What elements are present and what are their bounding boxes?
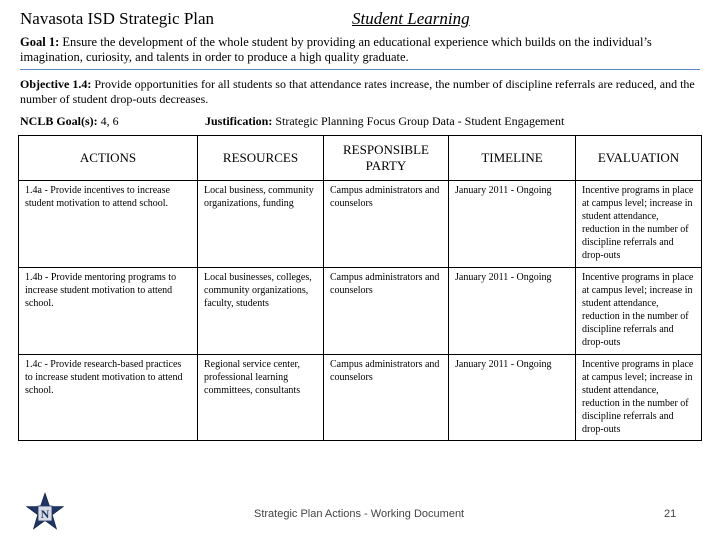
footer-caption: Strategic Plan Actions - Working Document	[254, 508, 465, 520]
table-row	[19, 268, 702, 355]
objective-text: Provide opportunities for all students so that attendance rates increase, the number of discipline referrals are reduced, and the number of student drop-outs decreases.	[20, 77, 695, 106]
table-row	[19, 355, 702, 441]
table-header-row	[19, 136, 702, 181]
header-responsible-party: RESPONSIBLE PARTY	[324, 136, 449, 181]
nclb-goals	[20, 114, 119, 129]
cell-action: 1.4b - Provide mentoring programs to increase student motivation to attend school.	[19, 268, 198, 355]
nclb-value: 4, 6	[100, 114, 119, 128]
goal-statement	[20, 35, 700, 65]
cell-timeline: January 2011 - Ongoing	[449, 355, 576, 441]
page-number: 21	[664, 508, 677, 520]
divider-rule	[20, 69, 700, 70]
objective-statement	[20, 77, 700, 107]
objective-label: Objective 1.4:	[20, 77, 92, 91]
table-row	[19, 181, 702, 268]
cell-responsible-party: Campus administrators and counselors	[324, 355, 449, 441]
cell-responsible-party: Campus administrators and counselors	[324, 181, 449, 268]
cell-timeline: January 2011 - Ongoing	[449, 268, 576, 355]
cell-resources: Local business, community organizations, funding	[198, 181, 324, 268]
cell-action: 1.4a - Provide incentives to increase student motivation to attend school.	[19, 181, 198, 268]
district-star-logo	[26, 492, 64, 532]
goal-text: Ensure the development of the whole student by providing an educational experience which builds on the individual’s imagination, curiosity, and talents in order to produce a high quality graduate.	[20, 35, 652, 64]
justification-value: Strategic Planning Focus Group Data - Student Engagement	[275, 114, 565, 128]
cell-evaluation: Incentive programs in place at campus level; increase in student attendance, reduction in the number of discipline referrals and drop-outs	[576, 268, 702, 355]
cell-resources: Local businesses, colleges, community organizations, faculty, students	[198, 268, 324, 355]
header-actions: ACTIONS	[19, 136, 198, 181]
cell-timeline: January 2011 - Ongoing	[449, 181, 576, 268]
justification-label: Justification:	[205, 114, 273, 128]
justification	[205, 114, 564, 129]
goal-label: Goal 1:	[20, 35, 60, 49]
cell-responsible-party: Campus administrators and counselors	[324, 268, 449, 355]
cell-evaluation: Incentive programs in place at campus level; increase in student attendance, reduction in the number of discipline referrals and drop-outs	[576, 181, 702, 268]
nclb-label: NCLB Goal(s):	[20, 114, 98, 128]
cell-evaluation: Incentive programs in place at campus level; increase in student attendance, reduction in the number of discipline referrals and drop-outs	[576, 355, 702, 441]
cell-resources: Regional service center, professional learning committees, consultants	[198, 355, 324, 441]
action-plan-table	[18, 135, 702, 441]
cell-action: 1.4c - Provide research-based practices to increase student motivation to attend school.	[19, 355, 198, 441]
document-title: Navasota ISD Strategic Plan	[20, 9, 215, 28]
header-timeline: TIMELINE	[449, 136, 576, 181]
header-resources: RESOURCES	[198, 136, 324, 181]
section-subject: Student Learning	[352, 9, 470, 28]
logo-letter: N	[40, 507, 50, 521]
header-evaluation: EVALUATION	[576, 136, 702, 181]
